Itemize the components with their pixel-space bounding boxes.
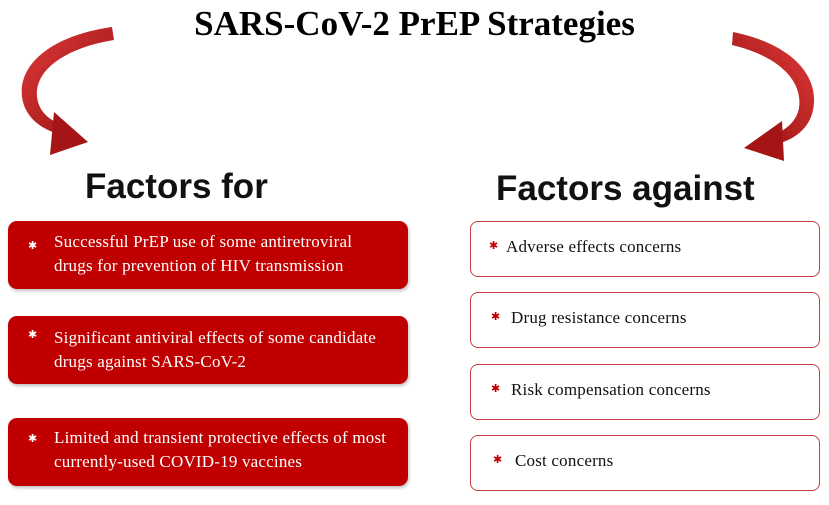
curved-arrow-down-right-icon xyxy=(22,27,114,155)
factors-for-heading: Factors for xyxy=(85,167,268,206)
curved-arrow-down-left-icon xyxy=(732,32,814,161)
factor-against-box xyxy=(470,364,820,420)
asterisk-bullet-icon: ✱ xyxy=(491,382,501,395)
factor-against-box xyxy=(470,221,820,277)
asterisk-bullet-icon: ✱ xyxy=(491,310,501,323)
diagram-title: SARS-CoV-2 PrEP Strategies xyxy=(194,4,635,43)
factor-against-box xyxy=(470,435,820,491)
factor-against-text: Drug resistance concerns xyxy=(511,308,687,327)
asterisk-bullet-icon: ✱ xyxy=(28,432,38,445)
factor-for-box xyxy=(8,316,408,384)
factor-against-text: Adverse effects concerns xyxy=(506,237,682,256)
asterisk-bullet-icon: ✱ xyxy=(489,239,499,252)
factor-for-text: Limited and transient protective effects of most currently-used COVID-19 vaccines xyxy=(54,428,387,471)
factor-for-text: Successful PrEP use of some antiretroviral drugs for prevention of HIV transmission xyxy=(54,232,353,275)
factor-for-box xyxy=(8,418,408,486)
factor-against-text: Cost concerns xyxy=(515,451,614,470)
factor-against-box xyxy=(470,292,820,348)
factor-against-text: Risk compensation concerns xyxy=(511,380,711,399)
asterisk-bullet-icon: ✱ xyxy=(493,453,503,466)
factor-for-box xyxy=(8,221,408,289)
asterisk-bullet-icon: ✱ xyxy=(28,239,38,252)
factors-against-heading: Factors against xyxy=(496,169,755,208)
asterisk-bullet-icon: ✱ xyxy=(28,328,38,341)
factor-for-text: Significant antiviral effects of some candidate drugs against SARS-CoV-2 xyxy=(54,328,377,371)
